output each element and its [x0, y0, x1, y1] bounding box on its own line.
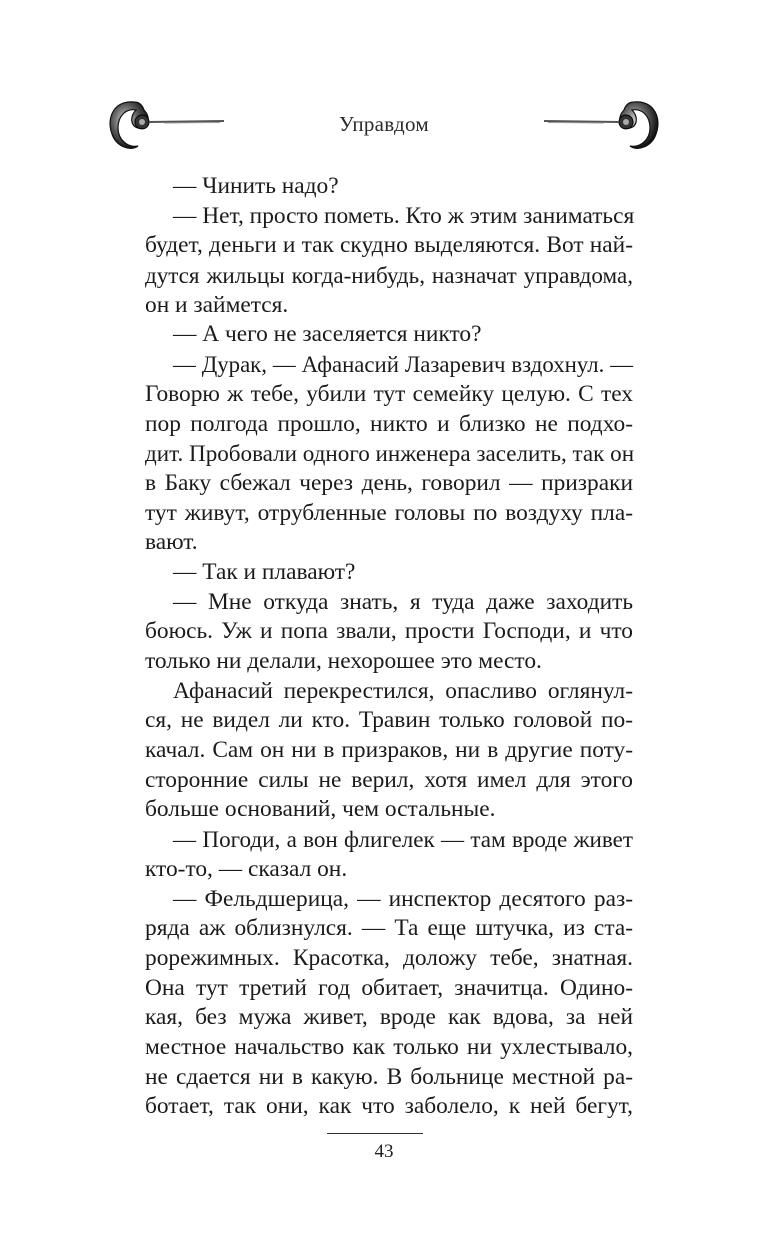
body-text: [145, 172, 633, 1122]
text-line: в Баку сбежал через день, говорил — призраки: [145, 469, 633, 496]
text-line: ботает, так они, как что заболело, к ней бегут,: [145, 1093, 633, 1120]
text-line: ряда аж облизнулся. — Та еще штучка, из ста-: [145, 915, 633, 942]
page-number: 43: [374, 1141, 394, 1162]
text-line: — Так и плавают?: [173, 558, 356, 585]
text-line: местное начальство как только ни ухлестывало,: [145, 1033, 633, 1060]
text-line: ся, не видел ли кто. Травин только головой по-: [145, 707, 633, 734]
footer-rule: [327, 1133, 423, 1134]
text-line: — Мне откуда знать, я туда даже заходить: [173, 588, 633, 615]
text-line: дит. Пробовали одного инженера заселить, так он: [145, 440, 635, 467]
text-line: Она тут третий год обитает, значитца. Одино-: [145, 974, 633, 1001]
text-line: дутся жильцы когда-нибудь, назначат управдома,: [145, 262, 633, 289]
text-line: сторонние силы не верил, хотя имел для этого: [145, 766, 633, 793]
text-line: Афанасий перекрестился, опасливо оглянул-: [173, 677, 633, 704]
page-header: [0, 96, 768, 166]
text-line: качал. Сам он ни в призраков, ни в другие поту-: [145, 737, 633, 764]
text-line: — А чего не заселяется никто?: [173, 321, 482, 348]
text-line: он и займется.: [145, 291, 289, 318]
text-line: тут живут, отрубленные головы по воздуху пла-: [145, 499, 633, 526]
text-line: боюсь. Уж и попа звали, прости Господи, и что: [145, 618, 633, 645]
text-line: — Нет, просто пометь. Кто ж этим заниматься: [173, 202, 635, 229]
text-line: — Чинить надо?: [173, 173, 339, 199]
text-line: пор полгода прошло, никто и близко не подхо-: [145, 410, 633, 437]
text-line: только ни делали, нехорошее это место.: [145, 648, 542, 674]
text-line: не сдается ни в какую. В больнице местной ра-: [145, 1063, 633, 1090]
text-line: — Дурак, — Афанасий Лазаревич вздохнул. —: [173, 352, 633, 378]
text-line: больше оснований, чем остальные.: [145, 796, 496, 823]
text-line: кто-то, — сказал он.: [145, 855, 348, 882]
text-line: Говорю ж тебе, убили тут семейку целую. С тех: [145, 380, 633, 407]
text-line: кая, без мужа живет, вроде как вдова, за ней: [145, 1004, 633, 1031]
text-line: — Фельдшерица, — инспектор десятого раз-: [173, 885, 633, 912]
text-line: рорежимных. Красотка, доложу тебе, знатная.: [145, 944, 633, 971]
running-title: Управдом: [339, 112, 429, 136]
scroll-ornament-icon: [542, 96, 664, 160]
text-line: вают.: [145, 529, 198, 556]
text-line: будет, деньги и так скудно выделяются. Вот най-: [145, 232, 633, 259]
text-line: — Погоди, а вон флигелек — там вроде живет: [173, 826, 633, 853]
